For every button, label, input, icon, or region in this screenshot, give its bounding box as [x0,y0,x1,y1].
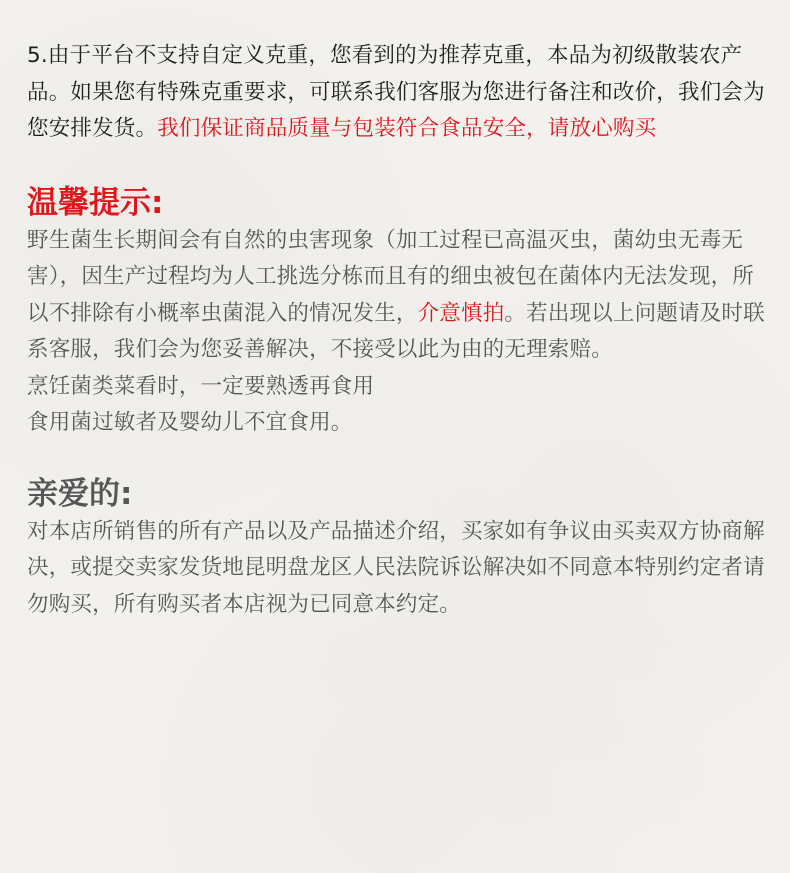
cooking-note: 烹饪菌类菜看时，一定要熟透再食用 [27,373,375,399]
tips-warning-text: 介意慎拍 [417,300,505,326]
weight-note-paragraph [27,38,767,148]
dear-heading: 亲爱的: [27,475,133,512]
tips-heading: 温馨提示: [27,184,164,221]
weight-note-text: 5.由于平台不支持自定义克重，您看到的为推荐克重，本品为初级散装农产品。如果您有特殊克重要求，可联系我们客服为您进行备注和改价，我们会为您安排发货。 [27,43,765,141]
allergy-note: 食用菌过敏者及婴幼儿不宜食用。 [27,410,353,435]
quality-guarantee-text: 我们保证商品质量与包装符合食品安全，请放心购买 [157,116,657,141]
tips-text-before: 野生菌生长期间会有自然的虫害现象（加工过程已高温灭虫，菌幼虫无毒无害），因生产过程均为人工挑选分栋而且有的细虫被包在菌体内无法发现，所以不排除有小概率虫菌混入的情况发生， [27,227,755,326]
dispute-paragraph: 对本店所销售的所有产品以及产品描述介绍，买家如有争议由买卖双方协商解决，或提交卖家发货地昆明盘龙区人民法院诉讼解决如不同意本特别约定者请勿购买，所有购买者本店视为已同意本约定。 [27,518,765,617]
tips-paragraph [27,223,767,369]
tips-text-after: 。若出现以上问题请及时联系客服，我们会为您妥善解决，不接受以此为由的无理索赔。 [27,300,765,362]
notice-document [27,38,767,623]
